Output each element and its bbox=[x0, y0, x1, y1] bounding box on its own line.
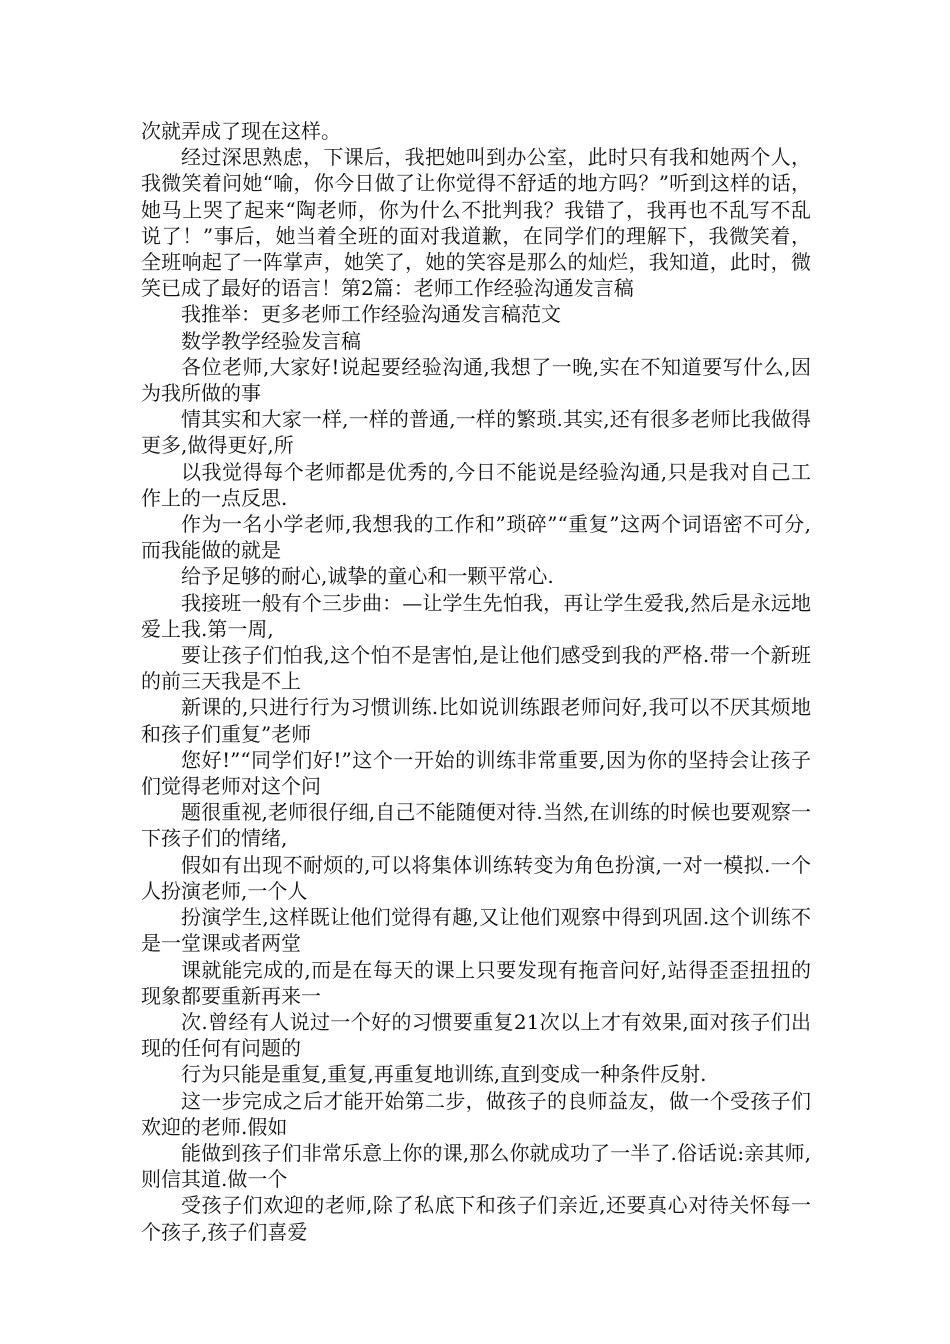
paragraph: 作为一名小学老师,我想我的工作和”琐碎”“重复”这两个词语密不可分,而我能做的就是 bbox=[141, 512, 811, 563]
paragraph: 经过深思熟虑，下课后，我把她叫到办公室，此时只有我和她两个人，我微笑着问她“喻，你今日做了让你觉得不舒适的地方吗？”听到这样的话，她马上哭了起来“陶老师，你为什么不批判我？我错了，我再也不乱写不乱说了！”事后，她当着全班的面对我道歉，在同学们的理解下，我微笑着，全班响起了一阵掌声，她笑了，她的笑容是那么的灿烂，我知道，此时，微笑已成了最好的语言！第2篇：老师工作经验沟通发言稿 bbox=[141, 145, 811, 301]
paragraph: 新课的,只进行行为习惯训练.比如说训练跟老师问好,我可以不厌其烦地和孩子们重复”老师 bbox=[141, 695, 811, 746]
paragraph: 能做到孩子们非常乐意上你的课,那么你就成功了一半了.俗话说:亲其师,则信其道.做一个 bbox=[141, 1140, 811, 1192]
paragraph: 我推举：更多老师工作经验沟通发言稿范文 bbox=[181, 302, 561, 327]
paragraph: 行为只能是重复,重复,再重复地训练,直到变成一种条件反射. bbox=[181, 1062, 707, 1087]
paragraph: 您好!”“同学们好!”这个一开始的训练非常重要,因为你的坚持会让孩子们觉得老师对这个问 bbox=[141, 747, 811, 799]
paragraph: 课就能完成的,而是在每天的课上只要发现有拖音问好,站得歪歪扭扭的现象都要重新再来一 bbox=[141, 957, 811, 1008]
paragraph: 各位老师,大家好!说起要经验沟通,我想了一晚,实在不知道要写什么,因为我所做的事 bbox=[141, 354, 811, 406]
document-body bbox=[141, 118, 811, 1245]
paragraph: 次.曾经有人说过一个好的习惯要重复21次以上才有效果,面对孩子们出现的任何有问题的 bbox=[141, 1009, 811, 1061]
paragraph: 给予足够的耐心,诚挚的童心和一颗平常心. bbox=[181, 564, 554, 589]
paragraph: 情其实和大家一样,一样的普通,一样的繁琐.其实,还有很多老师比我做得更多,做得更好,所 bbox=[141, 407, 811, 458]
paragraph: 以我觉得每个老师都是优秀的,今日不能说是经验沟通,只是我对自己工作上的一点反思. bbox=[141, 459, 811, 510]
paragraph: 次就弄成了现在这样。 bbox=[141, 119, 341, 143]
paragraph: 假如有出现不耐烦的,可以将集体训练转变为角色扮演,一对一模拟.一个人扮演老师,一个人 bbox=[141, 852, 811, 903]
paragraph: 受孩子们欢迎的老师,除了私底下和孩子们亲近,还要真心对待关怀每一个孩子,孩子们喜爱 bbox=[141, 1193, 811, 1244]
paragraph: 我接班一般有个三步曲：—让学生先怕我，再让学生爱我,然后是永远地爱上我.第一周, bbox=[141, 590, 811, 641]
paragraph: 扮演学生,这样既让他们觉得有趣,又让他们观察中得到巩固.这个训练不是一堂课或者两堂 bbox=[141, 905, 811, 956]
paragraph: 要让孩子们怕我,这个怕不是害怕,是让他们感受到我的严格.带一个新班的前三天我是不上 bbox=[141, 643, 811, 694]
paragraph: 这一步完成之后才能开始第二步，做孩子的良师益友，做一个受孩子们欢迎的老师.假如 bbox=[141, 1088, 811, 1139]
paragraph: 数学教学经验发言稿 bbox=[181, 328, 361, 353]
paragraph: 题很重视,老师很仔细,自己不能随便对待.当然,在训练的时候也要观察一下孩子们的情绪, bbox=[141, 800, 811, 851]
